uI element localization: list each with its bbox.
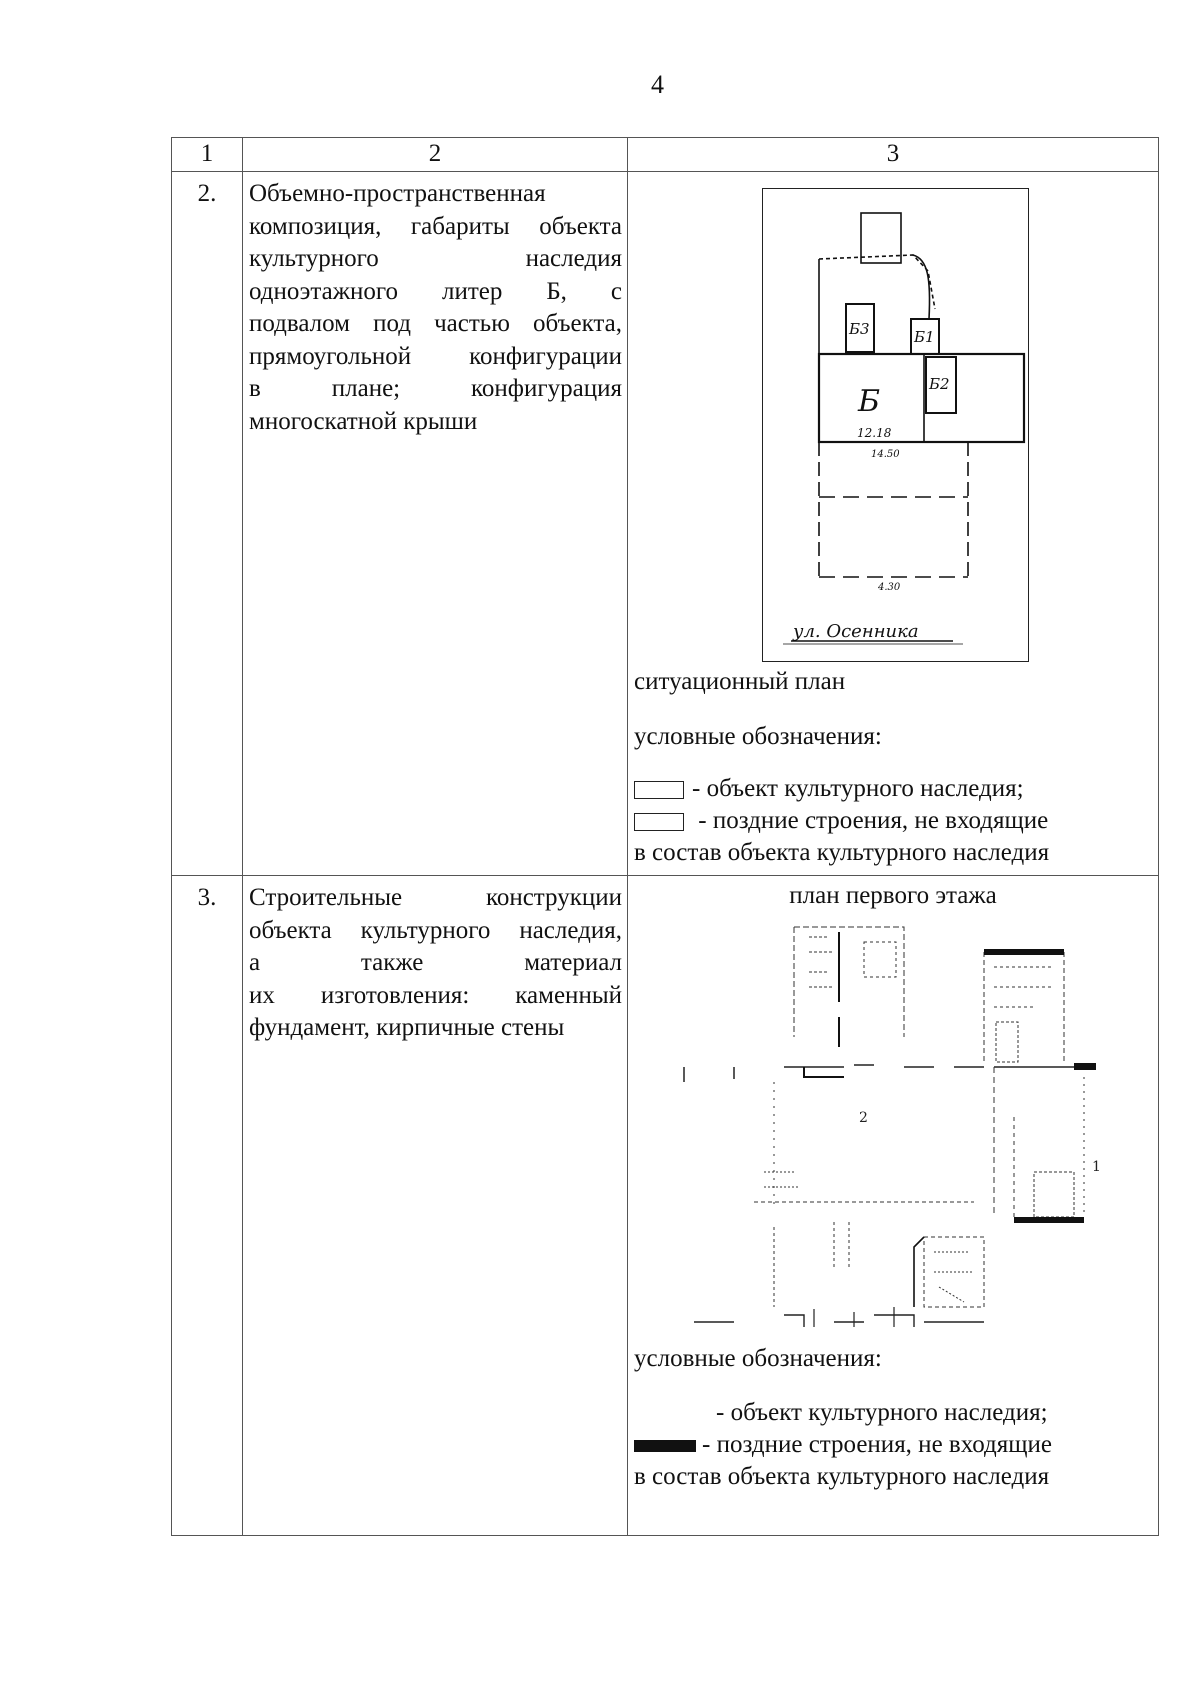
description-line: объекта культурного наследия,	[249, 916, 622, 944]
description-line: Строительные конструкции	[249, 884, 622, 911]
legend-item-later: - поздние строения, не входящие	[634, 805, 1152, 837]
row-illustration	[628, 876, 1159, 1536]
legend-item-later: - поздние строения, не входящие	[634, 1429, 1152, 1461]
table-row	[172, 876, 1159, 1536]
table-header-row	[172, 138, 1159, 172]
description-line: в плане; конфигурация	[249, 375, 622, 402]
plan-dim-bottom: 4.30	[878, 582, 901, 593]
situation-plan	[762, 188, 1029, 662]
page-number: 4	[651, 70, 664, 99]
row-description	[243, 876, 628, 1536]
description-line: многоскатной крыши	[249, 407, 478, 435]
description-line: а также материал	[249, 949, 622, 976]
plan-label-b3: Б3	[849, 320, 870, 338]
plan-label-b2: Б2	[929, 375, 950, 393]
legend-title: условные обозначения:	[634, 722, 882, 750]
legend-item-heritage: - объект культурного наследия;	[634, 773, 1152, 805]
description-line: их изготовления: каменный	[249, 981, 622, 1009]
legend-item-heritage: - объект культурного наследия;	[716, 1398, 1048, 1426]
legend-swatch-black	[634, 1440, 696, 1452]
row-number: 2.	[172, 172, 243, 876]
legend-title: условные обозначения:	[634, 1344, 882, 1372]
floor-plan-title: план первого этажа	[789, 882, 997, 909]
description-line: подвалом под частью объекта,	[249, 310, 622, 337]
description-line: композиция, габариты объекта	[249, 212, 622, 240]
description-line: одноэтажного литер Б, с	[249, 277, 622, 305]
description-line: прямоугольной конфигурации	[249, 342, 622, 370]
table-row	[172, 172, 1159, 876]
floor-plan-label-2: 2	[859, 1109, 868, 1126]
plan-dim-width: 12.18	[857, 426, 892, 440]
plan-caption: ситуационный план	[634, 668, 846, 695]
plan-label-b1: Б1	[914, 328, 935, 346]
floor-plan-drawing	[634, 917, 1153, 1337]
legend-item-later-cont: в состав объекта культурного наследия	[634, 838, 1050, 866]
situation-plan-drawing	[763, 189, 1028, 661]
description-line: культурного наследия	[249, 245, 622, 272]
row-illustration	[628, 172, 1159, 876]
row-description	[243, 172, 628, 876]
plan-street-label: ул. Осенника	[793, 621, 919, 642]
header-col-1: 1	[172, 138, 243, 172]
legend-swatch-empty	[634, 781, 684, 799]
description-line: фундамент, кирпичные стены	[249, 1014, 565, 1041]
plan-label-main: Б	[858, 384, 881, 419]
legend-item-later-cont: в состав объекта культурного наследия	[634, 1462, 1050, 1490]
row-number: 3.	[172, 876, 243, 1536]
description-line: Объемно-пространственная	[249, 180, 546, 207]
plan-dim-lower: 14.50	[871, 449, 900, 460]
header-col-2: 2	[243, 138, 628, 172]
header-col-3: 3	[628, 138, 1159, 172]
floor-plan-label-1: 1	[1092, 1158, 1101, 1175]
legend-swatch-empty	[634, 813, 684, 831]
heritage-table	[171, 137, 1159, 1536]
